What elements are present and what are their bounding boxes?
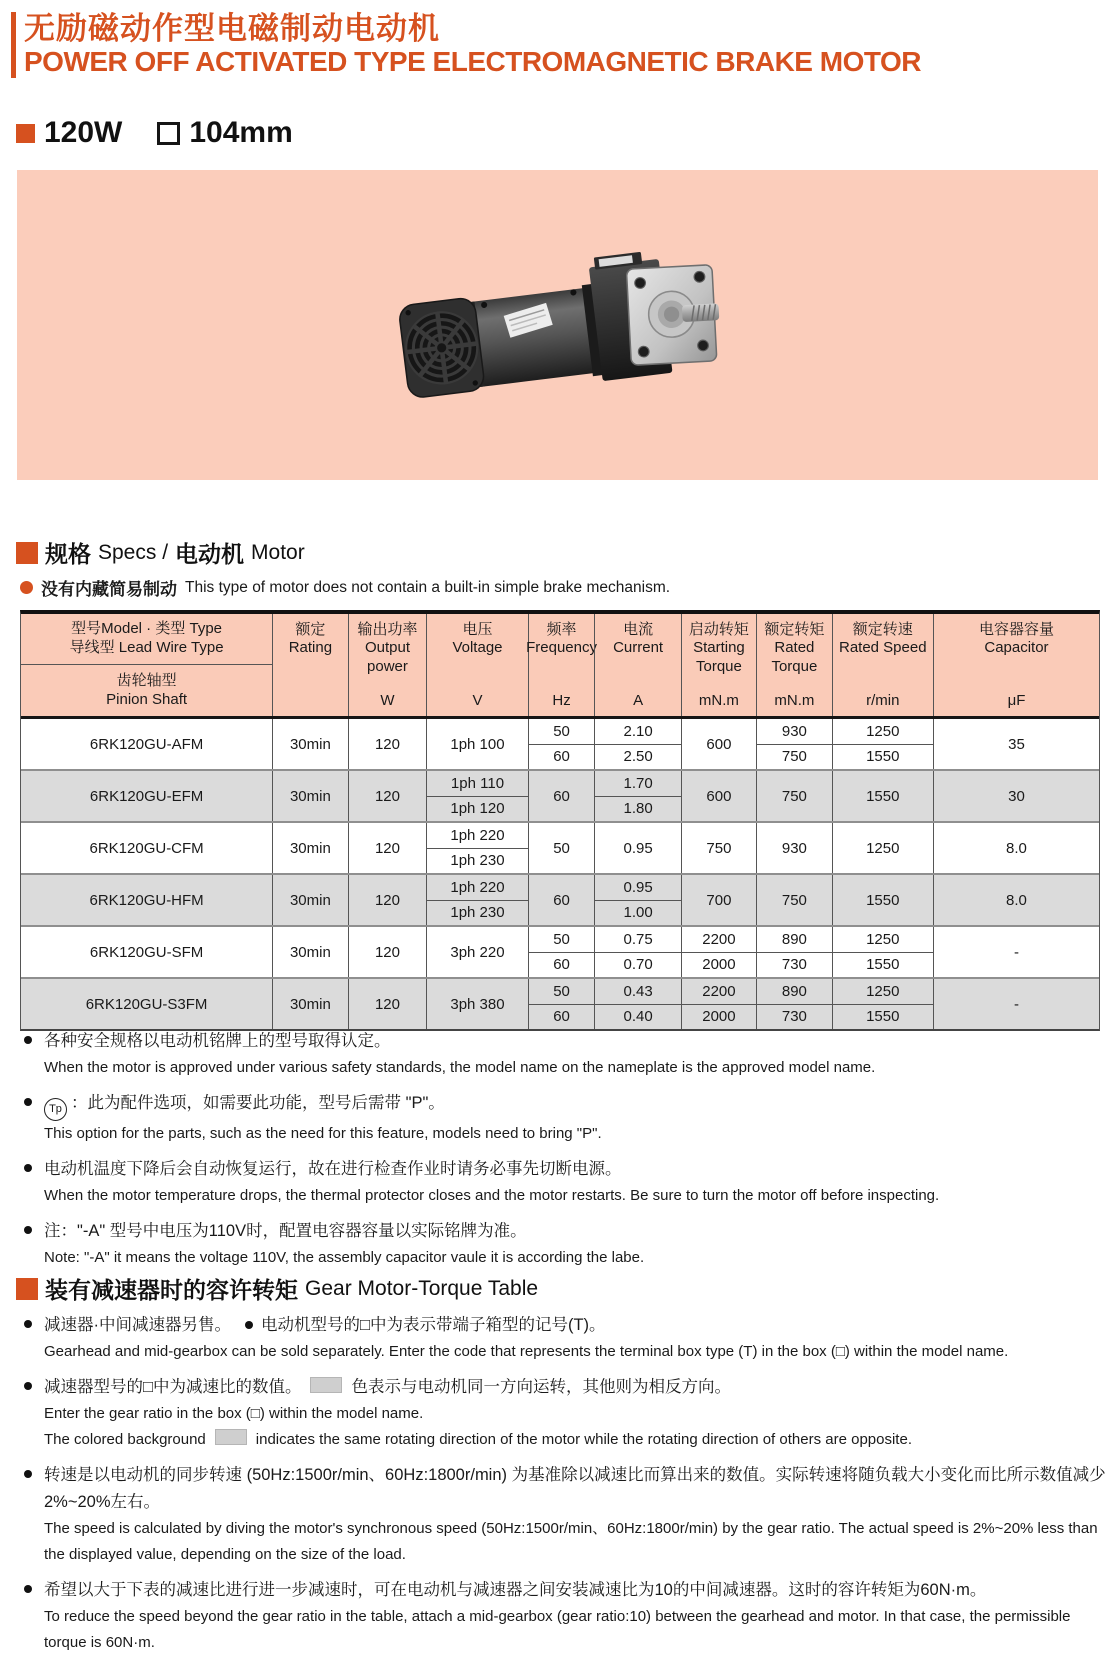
motor-notes [18, 1028, 1108, 1280]
cell-model: 6RK120GU-S3FM [85, 995, 208, 1013]
gear-section-heading [16, 1272, 538, 1305]
bullet-icon [24, 1036, 32, 1044]
header-model-line3: 齿轮轴型 [116, 671, 177, 689]
note-item: 注："-A" 型号中电压为110V时，配置电容器容量以实际铭牌为准。 Note: "-A" it means the voltage 110V, the assembly capacitor vaule it is according the labe. [18, 1218, 1108, 1271]
specs-note-en: This type of motor does not contain a built-in simple brake mechanism. [185, 578, 671, 596]
bullet-icon [24, 1470, 32, 1478]
header-rating: 额定 Rating [272, 614, 347, 716]
table-row: 6RK120GU-CFM 30min 120 1ph 220 1ph 230 50 0.95 750 930 1250 8.0 [21, 821, 1099, 873]
header-rated-torque: 额定转矩 Rated Torque mN.m [756, 614, 831, 716]
note-item: 转速是以电动机的同步转速 (50Hz:1500r/min、60Hz:1800r/min) 为基准除以减速比而算出来的数值。实际转速将随负载大小变化而比所示数值减少2%~20%左右。 The speed is calculated by diving the motor's synchronous speed (50Hz:1500r/min、60Hz:1800r/min) by the gear ratio. The actual speed is 2%~20% less than the displayed value, depending on the size of the load. [18, 1462, 1108, 1568]
orange-square-icon [16, 1278, 38, 1300]
frame-size-label: 104mm [189, 116, 293, 149]
bullet-icon [24, 1585, 32, 1593]
note-item: 减速器型号的□中为减速比的数值。 色表示与电动机同一方向运转，其他则为相反方向。 Enter the gear ratio in the box (□) within the model name. The colored background indicates the same rotating direction of the motor while the rotating direction of others are opposite. [18, 1374, 1108, 1453]
tp-circle-icon: Tp [44, 1098, 67, 1121]
product-size-heading [16, 116, 293, 150]
motor-photo [395, 232, 725, 410]
motor-heading-en: Motor [251, 540, 305, 564]
header-model [21, 614, 272, 716]
header-voltage: 电压 Voltage V [426, 614, 527, 716]
motor-image [395, 232, 725, 410]
bullet-icon [24, 1320, 32, 1328]
header-capacitor: 电容器容量 Capacitor μF [933, 614, 1099, 716]
header-model-line4: Pinion Shaft [106, 690, 188, 708]
page-title [11, 12, 921, 78]
wattage-label: 120W [44, 116, 123, 149]
specs-section-heading [16, 536, 305, 569]
table-row: 6RK120GU-EFM 30min 120 1ph 110 1ph 120 60 1.70 1.80 600 750 1550 30 [21, 769, 1099, 821]
header-current: 电流 Current A [594, 614, 680, 716]
header-output: 输出功率 Output power W [348, 614, 427, 716]
bullet-icon [24, 1098, 32, 1106]
table-row: 6RK120GU-S3FM 30min 120 3ph 380 50 60 0.43 0.40 2200 2000 890 730 1250 1550 - [21, 977, 1099, 1029]
cell-model: 6RK120GU-CFM [89, 839, 204, 857]
bullet-icon [245, 1321, 253, 1329]
cell-model: 6RK120GU-EFM [89, 787, 204, 805]
gray-chip-icon [215, 1429, 247, 1445]
header-frequency: 频率 Frequency Hz [528, 614, 595, 716]
cell-model: 6RK120GU-AFM [89, 735, 204, 753]
frame-square-icon [157, 122, 180, 145]
note-item: 减速器·中间减速器另售。 电动机型号的□中为表示带端子箱型的记号(T)。 Gearhead and mid-gearbox can be sold separately. Enter the code that represents the terminal box type (T) in the box (□) within the model name. [18, 1312, 1108, 1365]
header-model-line1: 型号Model · 类型 Type [71, 620, 223, 638]
bullet-icon [24, 1226, 32, 1234]
note-item: 各种安全规格以电动机铭牌上的型号取得认定。 When the motor is approved under various safety standards, the model name on the nameplate is the approved model name. [18, 1028, 1108, 1081]
table-header [21, 614, 1099, 719]
note-item: 电动机温度下降后会自动恢复运行，故在进行检查作业时请务必事先切断电源。 When the motor temperature drops, the thermal protector closes and the motor restarts. Be sure to turn the motor off before inspecting. [18, 1156, 1108, 1209]
page-title-zh: 无励磁动作型电磁制动电动机 [24, 11, 440, 46]
cell-model: 6RK120GU-HFM [89, 891, 204, 909]
gear-notes [18, 1312, 1108, 1665]
motor-heading-zh: 电动机 [175, 541, 245, 567]
bullet-icon [24, 1164, 32, 1172]
specs-note-zh: 没有内藏简易制动 [41, 580, 177, 599]
gear-heading-zh: 装有减速器时的容许转矩 [45, 1277, 298, 1303]
table-row: 6RK120GU-AFM 30min 120 1ph 100 50 60 2.10 2.50 600 930 750 1250 1550 35 [21, 719, 1099, 769]
header-starting-torque: 启动转矩 Starting Torque mN.m [681, 614, 756, 716]
note-item: Tp ：此为配件选项，如需要此功能，型号后需带 "P"。 This option for the parts, such as the need for this feature, models need to bring "P". [18, 1090, 1108, 1147]
gear-heading-en: Gear Motor-Torque Table [305, 1276, 539, 1300]
specs-note [20, 575, 670, 600]
gray-chip-icon [310, 1377, 342, 1393]
table-row: 6RK120GU-SFM 30min 120 3ph 220 50 60 0.75 0.70 2200 2000 890 730 1250 1550 - [21, 925, 1099, 977]
table-row: 6RK120GU-HFM 30min 120 1ph 220 1ph 230 60 0.95 1.00 700 750 1550 8.0 [21, 873, 1099, 925]
note-item: 希望以大于下表的减速比进行进一步减速时，可在电动机与减速器之间安装减速比为10的中间减速器。这时的容许转矩为60N·m。 To reduce the speed beyond the gear ratio in the table, attach a mid-gearbox (gear ratio:10) between the gearhead and motor. In that case, the permissible torque is 60N·m. [18, 1577, 1108, 1656]
header-rated-speed: 额定转速 Rated Speed r/min [832, 614, 933, 716]
orange-square-icon [16, 124, 35, 143]
specs-heading-en: Specs / [98, 540, 169, 564]
product-banner [17, 170, 1098, 480]
orange-square-icon [16, 542, 38, 564]
bullet-icon [24, 1382, 32, 1390]
cell-model: 6RK120GU-SFM [89, 943, 204, 961]
specs-table [20, 610, 1100, 1031]
page-title-en: POWER OFF ACTIVATED TYPE ELECTROMAGNETIC BRAKE MOTOR [24, 46, 921, 77]
orange-bullet-icon [20, 581, 33, 594]
header-model-line2: 导线型 Lead Wire Type [69, 639, 224, 656]
specs-heading-zh: 规格 [45, 541, 91, 567]
